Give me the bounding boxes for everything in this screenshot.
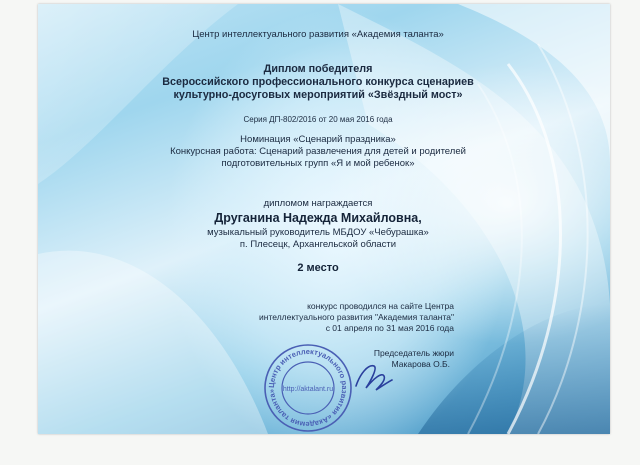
contest-title-line1: Всероссийского профессионального конкурса сценариев [162, 76, 474, 88]
chairman-title: Председатель жюри [373, 348, 454, 358]
chairman-name: Макарова О.Б. [391, 359, 450, 369]
organizer-name: Центр интеллектуального развития «Академия таланта» [192, 29, 444, 40]
recipient-position: музыкальный руководитель МБДОУ «Чебурашка» [207, 227, 429, 238]
organization-stamp [262, 342, 354, 434]
recipient-name: Друганина Надежда Михайловна, [214, 211, 422, 225]
place-award: 2 место [297, 262, 339, 274]
series-number: Серия ДП-802/2016 от 20 мая 2016 года [243, 115, 393, 124]
recipient-location: п. Плесецк, Архангельской области [239, 239, 397, 250]
contest-info-line2: интеллектуального развития "Академия таланта" [259, 312, 454, 322]
diploma-sheet [38, 4, 610, 434]
contest-title-line2: культурно-досуговых мероприятий «Звёздный мост» [173, 89, 463, 101]
contest-info-line1: конкурс проводился на сайте Центра [307, 301, 454, 311]
stamp-center-text: http://aktalant.ru [282, 386, 334, 393]
stamp-ring-text: Центр интеллектуального развития «Академия таланта» [266, 346, 350, 430]
work-title-line2: подготовительных групп «Я и мой ребенок» [221, 158, 415, 169]
work-title-line1: Конкурсная работа: Сценарий развлечения для детей и родителей [170, 146, 466, 157]
nomination: Номинация «Сценарий праздника» [240, 134, 396, 145]
award-phrase: дипломом награждается [263, 198, 373, 209]
diploma-title: Диплом победителя [263, 63, 373, 75]
contest-info-line3: с 01 апреля по 31 мая 2016 года [325, 323, 454, 333]
